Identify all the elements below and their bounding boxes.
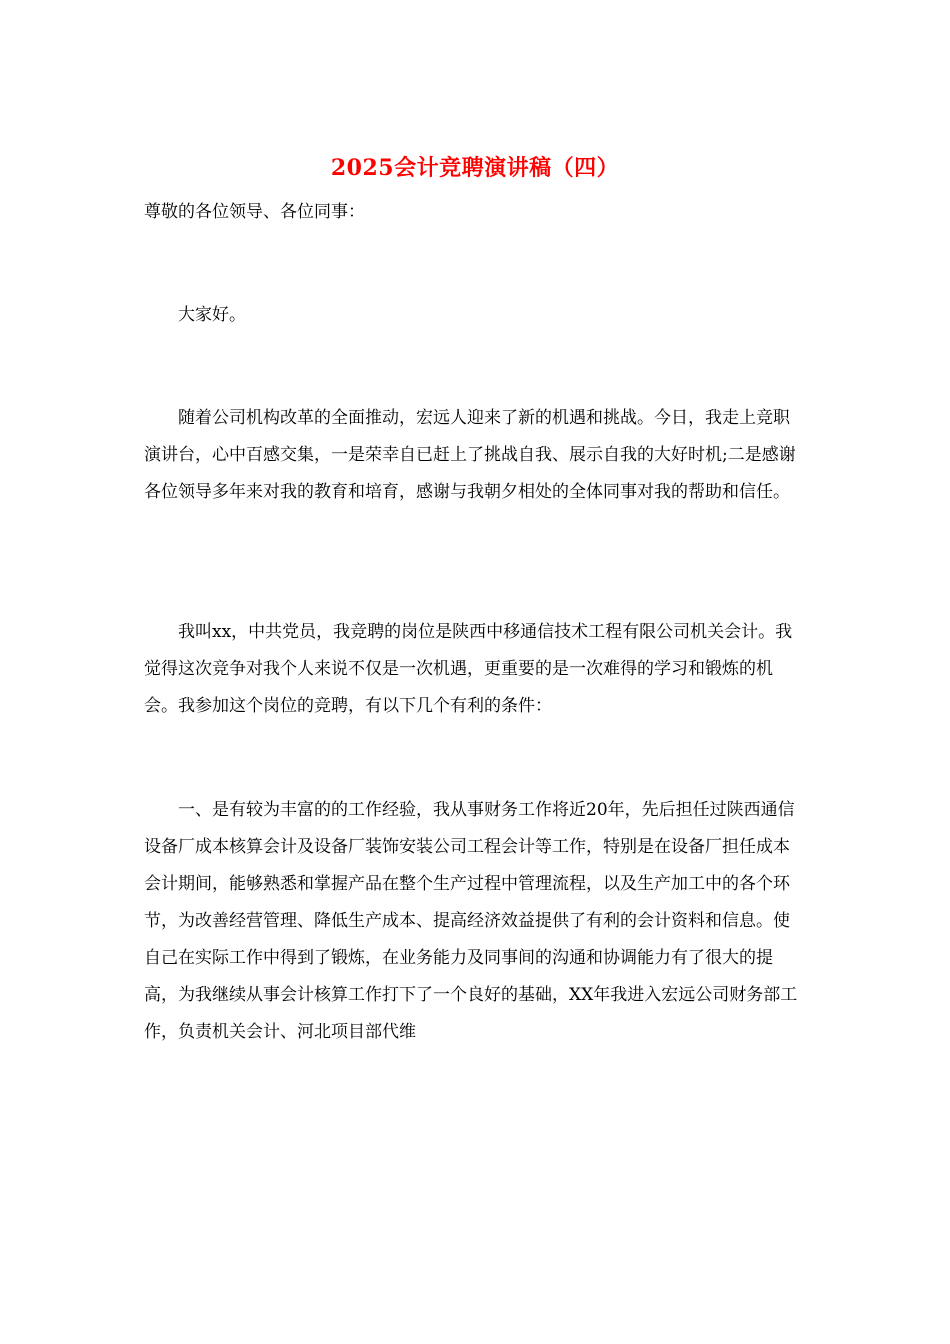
document-title: 2025会计竞聘演讲稿（四） <box>330 155 620 181</box>
paragraph-introduction: 随着公司机构改革的全面推动，宏远人迎来了新的机遇和挑战。今日，我走上竞职演讲台，心中百感交集，一是荣幸自已赶上了挑战自我、展示自我的大好时机;二是感谢各位领导多年来对我的教育和培育，感谢与我朝夕相处的全体同事对我的帮助和信任。 <box>144 408 796 502</box>
paragraph-condition-one: 一、是有较为丰富的的工作经验，我从事财务工作将近20年，先后担任过陕西通信设备厂成本核算会计及设备厂装饰安装公司工程会计等工作，特别是在设备厂担任成本会计期间，能够熟悉和掌握产品在整个生产过程中管理流程，以及生产加工中的各个环节，为改善经营管理、降低生产成本、提高经济效益提供了有利的会计资料和信息。使自己在实际工作中得到了锻炼，在业务能力及同事间的沟通和协调能力有了很大的提高，为我继续从事会计核算工作打下了一个良好的基础，XX年我进入宏远公司财务部工作，负责机关会计、河北项目部代维 <box>144 800 798 1042</box>
paragraph-self-introduction: 我叫xx，中共党员，我竞聘的岗位是陕西中移通信技术工程有限公司机关会计。我觉得这次竞争对我个人来说不仅是一次机遇，更重要的是一次难得的学习和锻炼的机会。我参加这个岗位的竞聘，有以下几个有利的条件： <box>144 622 793 716</box>
paragraph-greeting: 大家好。 <box>178 305 246 325</box>
salutation: 尊敬的各位领导、各位同事： <box>144 202 365 222</box>
